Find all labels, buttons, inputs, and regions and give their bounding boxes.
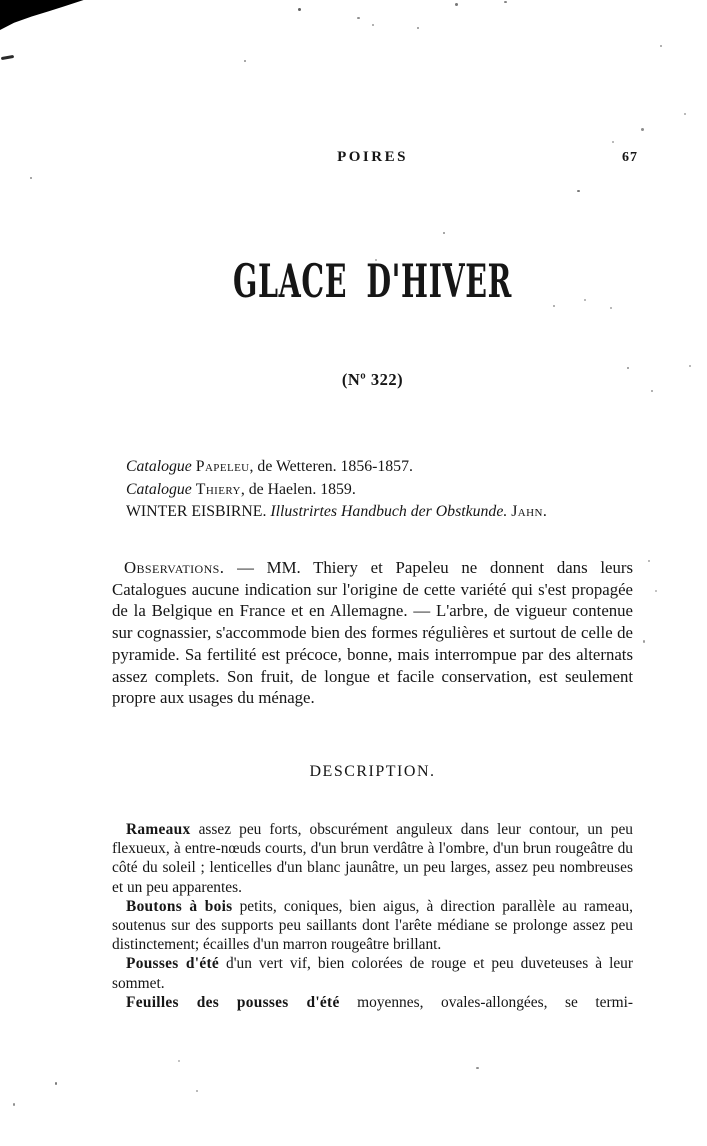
paragraph-text: d'un vert vif, bien colorées de rouge et peu duveteuses à leur sommet. (112, 955, 633, 992)
scan-speck (627, 367, 629, 369)
observations-text: — MM. Thiery et Papeleu ne donnent dans leurs Catalogues aucune indication sur l'origine de cette variété qui s'est propagée de la Belgique en France et en Allemagne. — L'arbre, de vigueur contenue sur cognassier, s'accommode bien des formes régulières et surtout de celle de pyramide. Sa fertilité est précoce, bonne, mais interrompue par des alternats assez complets. Son fruit, de longue et facile conservation, est seulement propre aux usages du ménage. (112, 558, 633, 708)
scan-artifact-dash (1, 55, 14, 60)
description-body (112, 820, 633, 1012)
variety-title: GLACE D'HIVER (233, 254, 512, 308)
scan-speck (196, 1090, 198, 1092)
scan-speck (660, 45, 662, 47)
reference-thiery (126, 479, 633, 502)
paragraph-text: petits, coniques, bien aigus, à direction parallèle au rameau, soutenus sur des supports peu saillants dont l'arête médiane se prolonge assez peu distinctement; écailles d'un marron rougeâtre brillant. (112, 897, 633, 954)
scan-speck (178, 1060, 180, 1062)
paragraph-lead: Boutons à bois (126, 897, 233, 915)
paragraph-lead: Pousses d'été (126, 955, 220, 973)
reference-label: Catalogue (126, 458, 192, 475)
scan-speck (13, 1103, 15, 1106)
scan-speck (643, 640, 645, 643)
scan-speck (651, 390, 653, 392)
scan-speck (55, 1082, 57, 1085)
scan-speck (443, 232, 445, 234)
page-number: 67 (622, 150, 638, 165)
description-paragraph-boutons (112, 897, 633, 955)
scan-speck (476, 1067, 479, 1069)
paragraph-lead: Rameaux (126, 821, 191, 838)
scan-speck (244, 60, 246, 62)
scan-speck (689, 365, 691, 367)
scan-speck (577, 190, 580, 192)
scan-speck (417, 27, 419, 29)
scan-speck (641, 128, 644, 131)
scan-artifact-corner (0, 0, 88, 30)
paragraph-text: assez peu forts, obscurément anguleux dans leur contour, un peu flexueux, à entre-nœuds courts, d'un brun verdâtre à l'ombre, d'un brun rougeâtre du côté du soleil ; lenticelles d'un blanc jaunâtre, un peu larges, assez peu nombreuses et un peu apparentes. (112, 821, 633, 896)
reference-name: Papeleu (195, 458, 250, 475)
description-heading: DESCRIPTION. (309, 763, 436, 780)
scan-speck (455, 3, 458, 6)
reference-work: Illustrirtes Handbuch der Obstkunde. (270, 503, 508, 520)
observations-lead: Observations. (124, 558, 225, 577)
scan-speck (30, 177, 32, 179)
reference-label: Catalogue (126, 480, 192, 498)
scan-speck (372, 24, 374, 26)
scan-speck (610, 307, 612, 309)
reference-name: Thiery (195, 480, 241, 498)
variety-number: (Nº 322) (341, 370, 404, 389)
scan-speck (655, 590, 657, 592)
scan-speck (298, 8, 301, 11)
scan-speck (648, 560, 650, 562)
running-header (112, 149, 638, 169)
reference-papeleu (126, 456, 633, 479)
reference-jahn (126, 501, 633, 524)
reference-lead: WINTER EISBIRNE. (126, 503, 267, 520)
description-paragraph-rameaux (112, 820, 633, 897)
scan-speck (584, 299, 586, 301)
scan-speck (553, 305, 555, 307)
reference-rest: , de Wetteren. 1856-1857. (249, 458, 413, 475)
paragraph-text: moyennes, ovales-allongées, se termi- (339, 993, 633, 1011)
running-title: POIRES (337, 149, 408, 165)
description-paragraph-feuilles (112, 993, 633, 1012)
reference-list (126, 456, 633, 524)
scan-speck (504, 1, 507, 3)
description-paragraph-pousses (112, 954, 633, 992)
scan-speck (612, 141, 614, 143)
scan-speck (684, 113, 686, 115)
reference-name: Jahn. (511, 503, 548, 520)
observations-paragraph (112, 557, 633, 709)
paragraph-lead: Feuilles des pousses d'été (126, 993, 340, 1011)
scan-speck (357, 17, 360, 19)
reference-rest: , de Haelen. 1859. (240, 480, 356, 498)
